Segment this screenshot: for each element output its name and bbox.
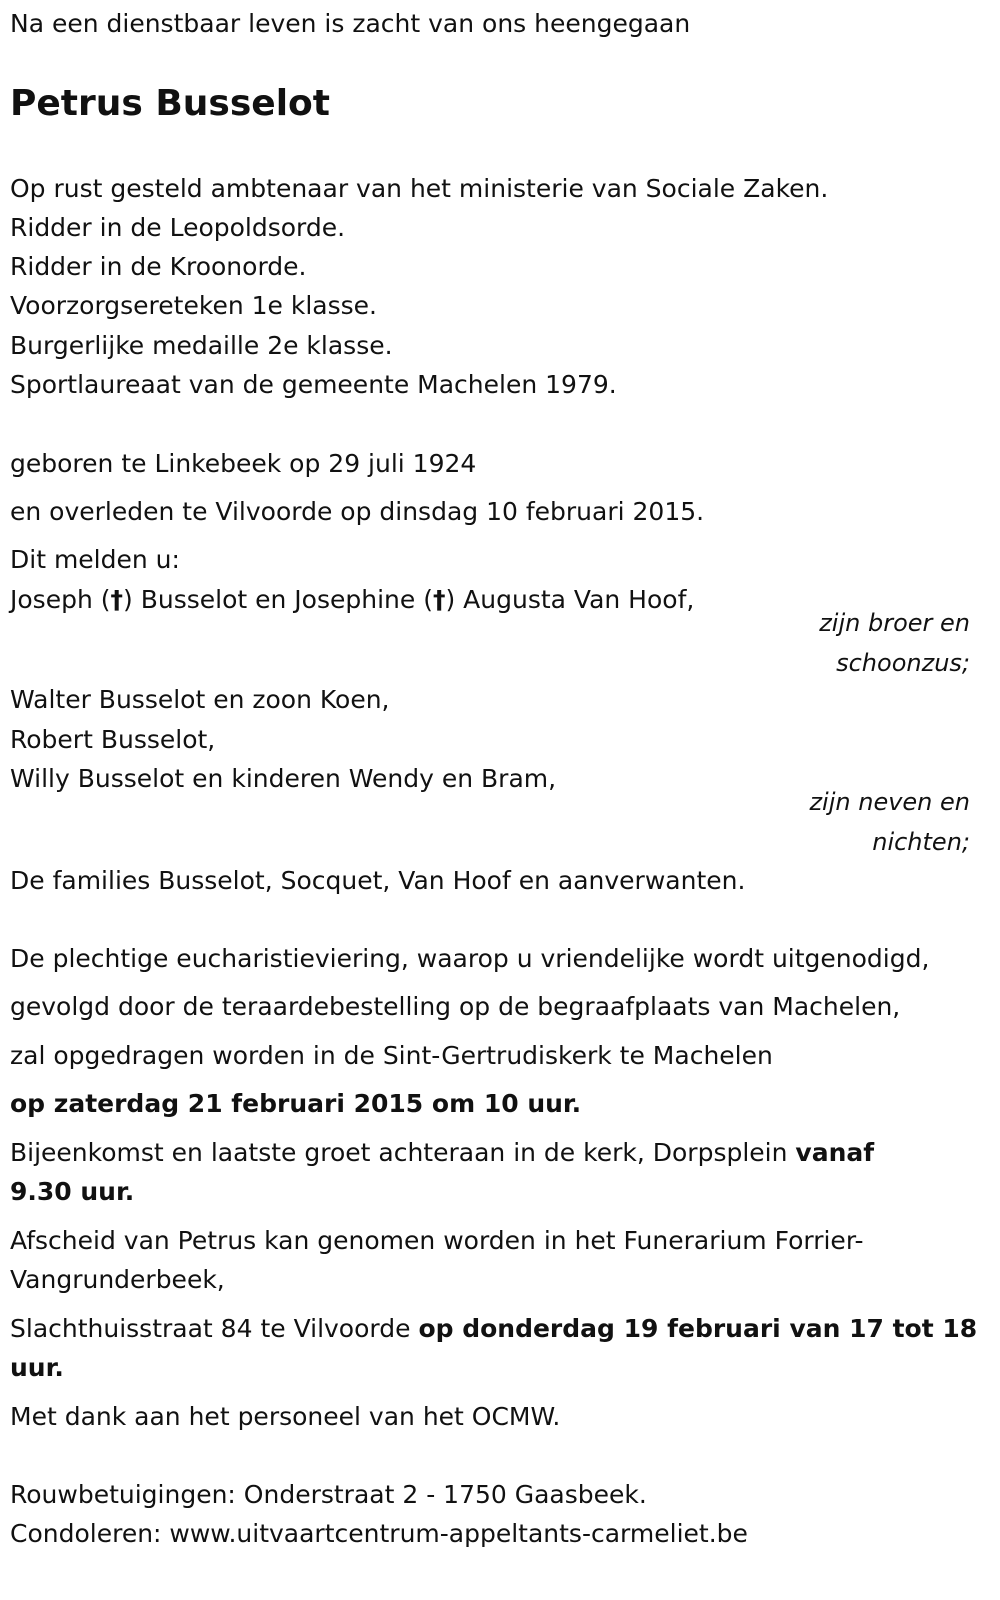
farewell-address: Slachthuisstraat 84 te Vilvoorde xyxy=(10,1314,419,1343)
announce-line: Dit melden u: xyxy=(10,545,180,574)
family-line: Willy Busselot en kinderen Wendy en Bram, xyxy=(10,764,557,793)
gathering-text: Bijeenkomst en laatste groet achteraan in de kerk, Dorpsplein xyxy=(10,1138,796,1167)
farewell-line: Afscheid van Petrus kan genomen worden in het Funerarium Forrier- xyxy=(10,1226,864,1255)
ceremony-line: De plechtige eucharistieviering, waarop u vriendelijke wordt uitgenodigd, xyxy=(10,944,930,973)
family-line: Walter Busselot en zoon Koen, xyxy=(10,685,390,714)
farewell-time: op donderdag 19 februari van 17 tot 18 xyxy=(418,1314,978,1343)
ceremony-line: gevolgd door de teraardebestelling op de begraafplaats van Machelen, xyxy=(10,992,901,1021)
title-line: Voorzorgsereteken 1e klasse. xyxy=(10,291,377,320)
title-line: Burgerlijke medaille 2e klasse. xyxy=(10,331,393,360)
deceased-name: Petrus Busselot xyxy=(10,83,330,124)
birth-line: geboren te Linkebeek op 29 juli 1924 xyxy=(10,449,477,478)
title-line: Ridder in de Leopoldsorde. xyxy=(10,213,346,242)
cross-icon: † xyxy=(432,585,446,614)
families-line: De families Busselot, Socquet, Van Hoof en aanverwanten. xyxy=(10,866,746,895)
relation-label: zijn broer en xyxy=(819,609,970,637)
condolence-address: Rouwbetuigingen: Onderstraat 2 - 1750 Gaasbeek. xyxy=(10,1480,647,1509)
cross-icon: † xyxy=(110,585,123,614)
title-line: Ridder in de Kroonorde. xyxy=(10,252,307,281)
death-line: en overleden te Vilvoorde op dinsdag 10 februari 2015. xyxy=(10,497,705,526)
title-line: Op rust gesteld ambtenaar van het ministerie van Sociale Zaken. xyxy=(10,174,829,203)
title-line: Sportlaureaat van de gemeente Machelen 1979. xyxy=(10,370,617,399)
gathering-time: 9.30 uur. xyxy=(10,1177,135,1206)
family-text: Joseph ( xyxy=(10,585,111,614)
relation-label: zijn neven en xyxy=(809,788,970,816)
family-text: ) Augusta Van Hoof, xyxy=(445,585,695,614)
family-text: ) Busselot en Josephine ( xyxy=(123,585,433,614)
gathering-time: vanaf xyxy=(795,1138,875,1167)
ceremony-line: zal opgedragen worden in de Sint-Gertrudiskerk te Machelen xyxy=(10,1041,773,1070)
family-line: Robert Busselot, xyxy=(10,725,216,754)
relation-label: schoonzus; xyxy=(836,649,970,677)
family-line-parents xyxy=(10,580,694,620)
farewell-time: uur. xyxy=(10,1353,64,1382)
farewell-line xyxy=(10,1309,977,1349)
thanks-line: Met dank aan het personeel van het OCMW. xyxy=(10,1402,561,1431)
intro-text: Na een dienstbaar leven is zacht van ons heengegaan xyxy=(10,9,691,38)
condolence-website: Condoleren: www.uitvaartcentrum-appeltants-carmeliet.be xyxy=(10,1519,748,1548)
relation-label: nichten; xyxy=(872,828,970,856)
ceremony-date: op zaterdag 21 februari 2015 om 10 uur. xyxy=(10,1089,582,1118)
farewell-line: Vangrunderbeek, xyxy=(10,1265,225,1294)
gathering-line xyxy=(10,1133,874,1173)
